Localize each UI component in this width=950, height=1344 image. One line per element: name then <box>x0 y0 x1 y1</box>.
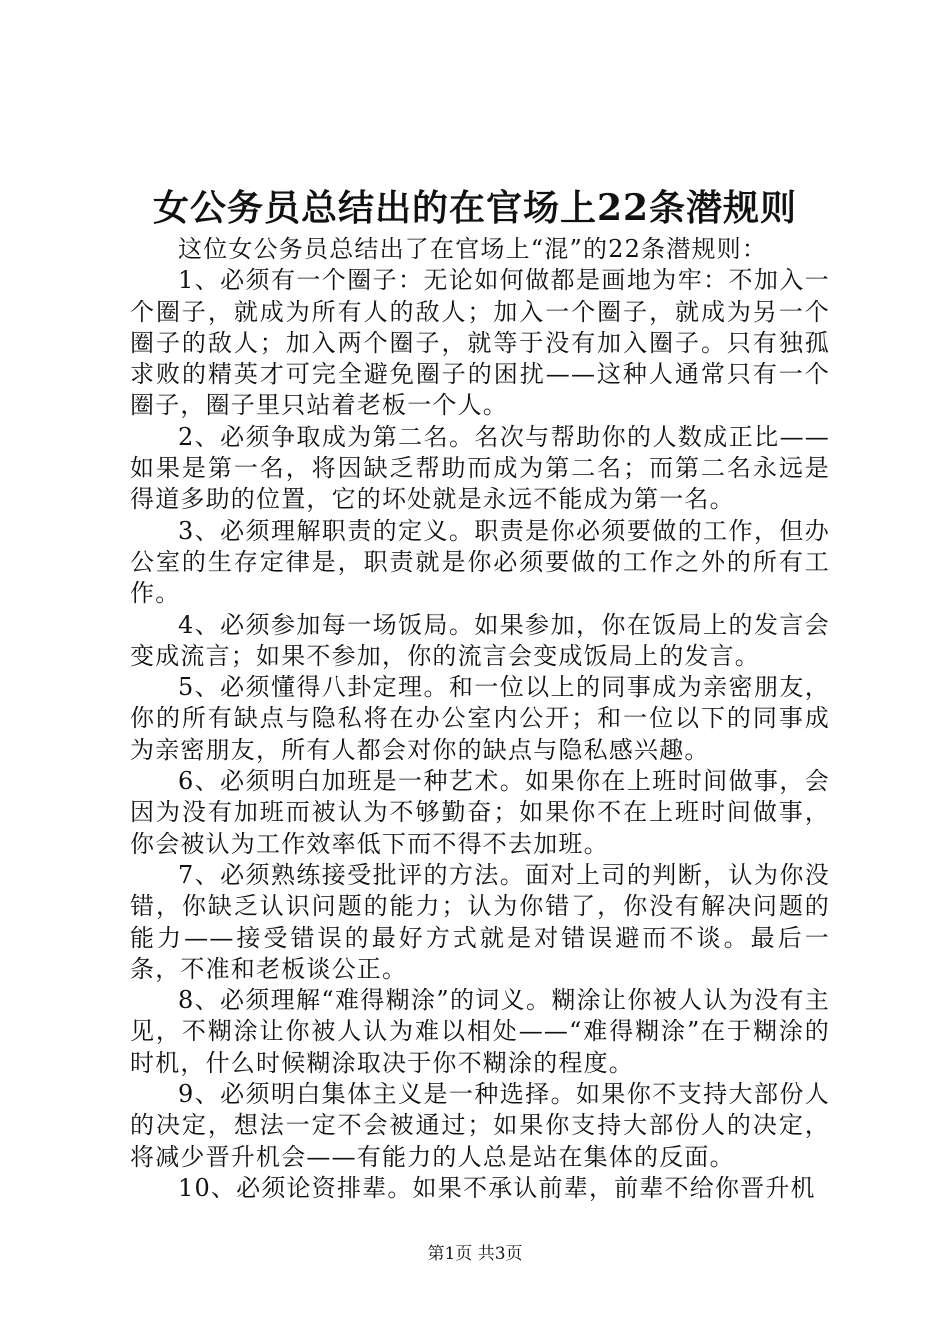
rule-paragraph-4: 4、必须参加每一场饭局。如果参加，你在饭局上的发言会变成流言；如果不参加，你的流言会变成饭局上的发言。 <box>130 610 830 670</box>
document-title: 女公务员总结出的在官场上22条潜规则 <box>152 187 798 229</box>
rule-paragraph-7: 7、必须熟练接受批评的方法。面对上司的判断，认为你没错，你缺乏认识问题的能力；认为你错了，你没有解决问题的能力——接受错误的最好方式就是对错误避而不谈。最后一条，不准和老板谈公正。 <box>130 860 830 983</box>
intro-paragraph: 这位女公务员总结出了在官场上“混”的22条潜规则： <box>178 235 768 263</box>
document-body <box>130 234 830 1204</box>
rule-paragraph-9: 9、必须明白集体主义是一种选择。如果你不支持大部份人的决定，想法一定不会被通过；如果你支持大部份人的决定，将减少晋升机会——有能力的人总是站在集体的反面。 <box>130 1080 830 1171</box>
rule-paragraph-3: 3、必须理解职责的定义。职责是你必须要做的工作，但办公室的生存定律是，职责就是你必须要做的工作之外的所有工作。 <box>130 516 830 608</box>
rule-paragraph-6: 6、必须明白加班是一种艺术。如果你在上班时间做事，会因为没有加班而被认为不够勤奋；如果你不在上班时间做事，你会被认为工作效率低下而不得不去加班。 <box>130 767 830 858</box>
rule-paragraph-8: 8、必须理解“难得糊涂”的词义。糊涂让你被人认为没有主见，不糊涂让你被人认为难以相处——“难得糊涂”在于糊涂的时机，什么时候糊涂取决于你不糊涂的程度。 <box>130 986 830 1077</box>
rule-paragraph-5: 5、必须懂得八卦定理。和一位以上的同事成为亲密朋友，你的所有缺点与隐私将在办公室内公开；和一位以下的同事成为亲密朋友，所有人都会对你的缺点与隐私感兴趣。 <box>130 673 830 764</box>
rule-paragraph-10: 10、必须论资排辈。如果不承认前辈，前辈不给你晋升机 <box>178 1173 816 1202</box>
page-number-footer: 第1页 共3页 <box>427 1244 523 1264</box>
rule-paragraph-1: 1、必须有一个圈子：无论如何做都是画地为牢：不加入一个圈子，就成为所有人的敌人；加入一个圈子，就成为另一个圈子的敌人；加入两个圈子，就等于没有加入圈子。只有独孤求败的精英才可完全避免圈子的困扰——这种人通常只有一个圈子，圈子里只站着老板一个人。 <box>130 266 830 420</box>
rule-paragraph-2: 2、必须争取成为第二名。名次与帮助你的人数成正比——如果是第一名，将因缺乏帮助而成为第二名；而第二名永远是得道多助的位置，它的坏处就是永远不能成为第一名。 <box>130 422 830 514</box>
